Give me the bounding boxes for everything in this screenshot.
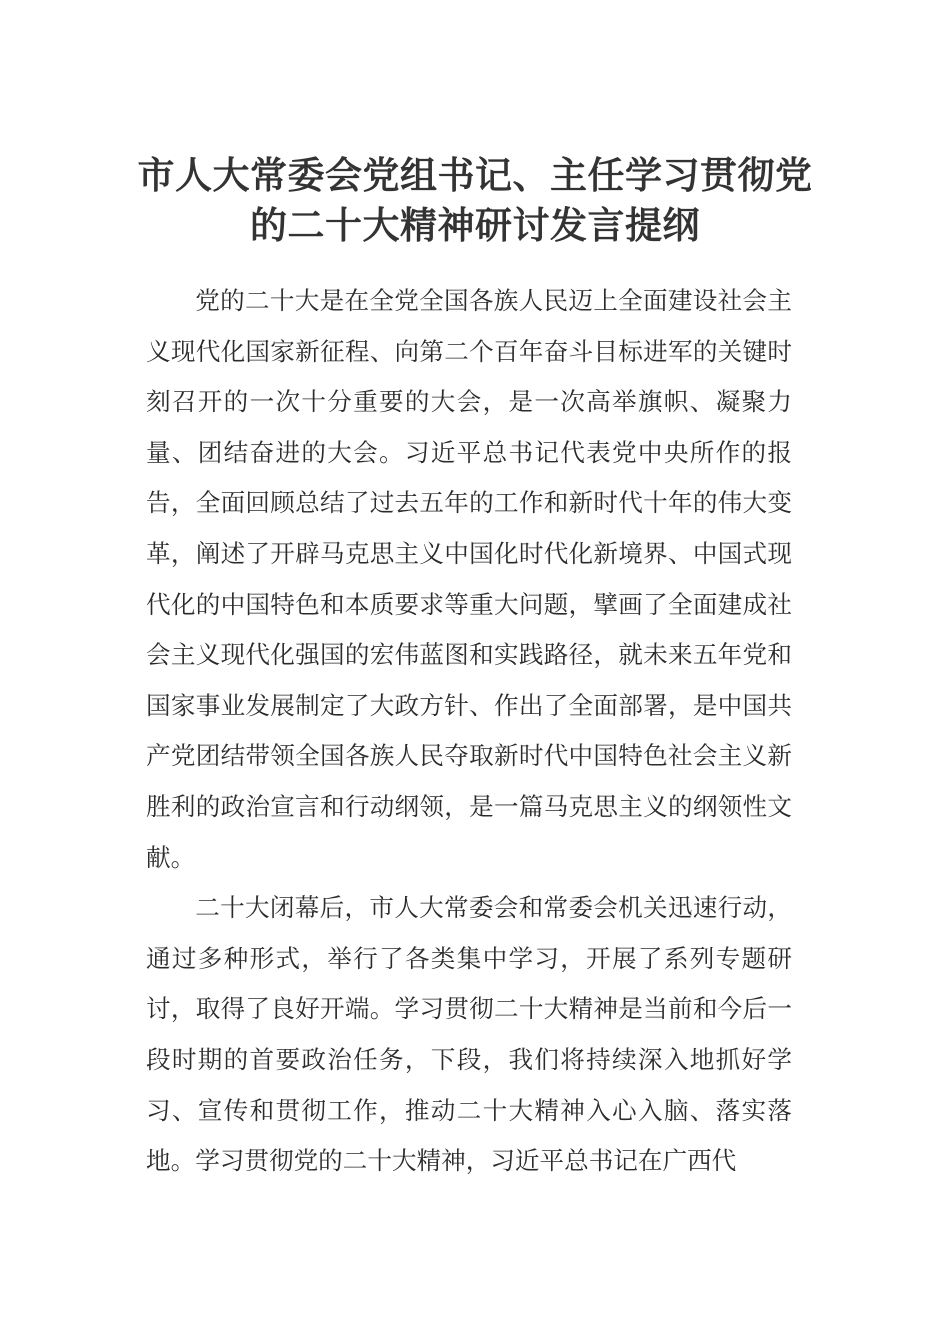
document-title-line-1: 市人大常委会党组书记、主任学习贯彻党	[137, 153, 813, 197]
document-title	[100, 150, 850, 250]
document-body	[146, 276, 792, 1187]
paragraph-2: 二十大闭幕后，市人大常委会和常委会机关迅速行动，通过多种形式，举行了各类集中学习，开展了系列专题研讨，取得了良好开端。学习贯彻二十大精神是当前和今后一段时期的首要政治任务，下段，我们将持续深入地抓好学习、宣传和贯彻工作，推动二十大精神入心入脑、落实落地。学习贯彻党的二十大精神，习近平总书记在广西代	[146, 893, 792, 1176]
paragraph-1: 党的二十大是在全党全国各族人民迈上全面建设社会主义现代化国家新征程、向第二个百年奋斗目标进军的关键时刻召开的一次十分重要的大会，是一次高举旗帜、凝聚力量、团结奋进的大会。习近平总书记代表党中央所作的报告，全面回顾总结了过去五年的工作和新时代十年的伟大变革，阐述了开辟马克思主义中国化时代化新境界、中国式现代化的中国特色和本质要求等重大问题，擘画了全面建成社会主义现代化强国的宏伟蓝图和实践路径，就未来五年党和国家事业发展制定了大政方针、作出了全面部署，是中国共产党团结带领全国各族人民夺取新时代中国特色社会主义新胜利的政治宣言和行动纲领，是一篇马克思主义的纲领性文献。	[146, 286, 792, 872]
document-title-line-2: 的二十大精神研讨发言提纲	[250, 203, 700, 247]
